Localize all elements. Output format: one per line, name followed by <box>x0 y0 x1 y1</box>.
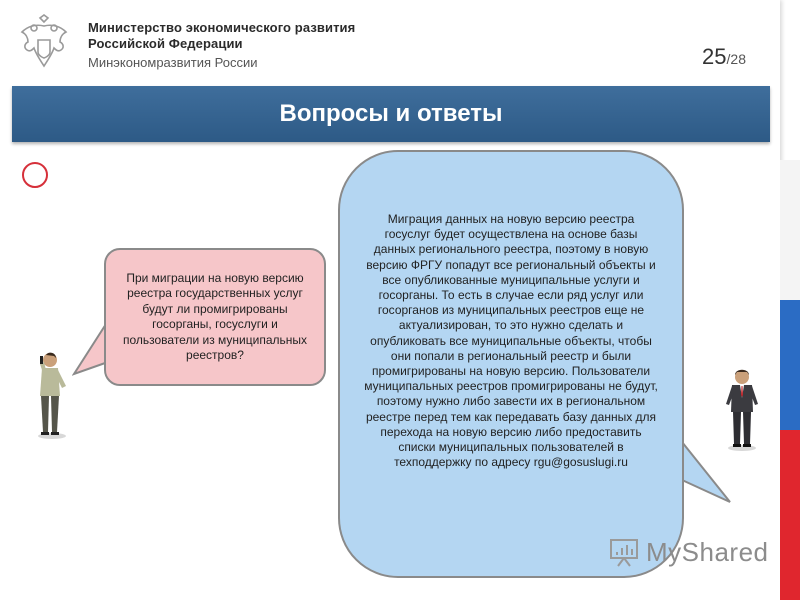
page-total: /28 <box>726 51 746 67</box>
russian-flag-stripe <box>780 160 800 600</box>
businessman-icon <box>722 368 762 452</box>
record-circle-button[interactable] <box>22 162 48 188</box>
flag-blue <box>780 300 800 430</box>
organization-name <box>88 20 355 72</box>
flag-red <box>780 430 800 600</box>
coat-of-arms-icon <box>18 14 70 70</box>
answer-text: Миграция данных на новую версию реестра госуслуг будет осуществлена на основе базы данных регионального реестра, поэтому в новую версию ФРГУ попадут все региональный объекты и все опубликованные муниципальные услуги и госорганы. То есть в случае если ряд услуг или госорганов из муниципальных реестров еще не актуализирован, то это нужно сделать и опубликовать все муниципальные объекты, чтобы они попали в региональный реестр и были промигрированы на новую версию. Пользователи муниципальных реестров промигрированы не будут, поэтому нужно либо завести их в региональном реестре перед тем как передавать базу данных для перехода на новую версию либо предоставить списки муниципальных пользователей в техподдержку по адресу rgu@gosuslugi.ru <box>364 212 658 470</box>
org-line-2: Российской Федерации <box>88 36 243 51</box>
answer-bubble <box>338 150 684 578</box>
watermark-text: MyShared <box>646 536 769 567</box>
org-line-3: Минэкономразвития России <box>88 55 258 70</box>
person-on-phone-icon <box>32 350 72 440</box>
org-line-1: Министерство экономического развития <box>88 20 356 35</box>
question-bubble <box>104 248 326 386</box>
page-current: 25 <box>702 44 727 69</box>
presentation-icon <box>608 536 640 568</box>
page-number <box>702 44 746 70</box>
title-bar <box>12 86 770 142</box>
slide-title: Вопросы и ответы <box>279 100 503 127</box>
question-text: При миграции на новую версию реестра государственных услуг будут ли промигрированы госорганы, госуслуги и пользователи из муниципальных реестров? <box>122 270 308 362</box>
flag-white <box>780 160 800 300</box>
watermark <box>608 536 769 568</box>
